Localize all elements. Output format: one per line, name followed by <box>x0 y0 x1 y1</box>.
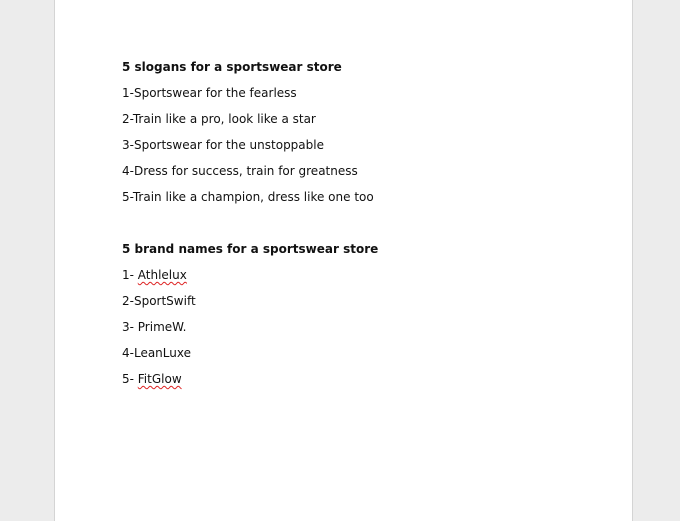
slogan-item: 3-Sportswear for the unstoppable <box>122 138 324 152</box>
brand-name-text: 3- PrimeW. <box>122 320 187 334</box>
slogan-item: 2-Train like a pro, look like a star <box>122 112 316 126</box>
slogan-item: 1-Sportswear for the fearless <box>122 86 297 100</box>
brand-name-text: 4-LeanLuxe <box>122 346 191 360</box>
brand-name-prefix: 1- <box>122 268 138 282</box>
brand-name-item <box>122 265 378 291</box>
spelling-error-word[interactable]: FitGlow <box>137 372 182 386</box>
brand-name-item <box>122 317 378 343</box>
document-body[interactable] <box>122 57 378 395</box>
document-page <box>54 0 633 521</box>
slogan-item: 5-Train like a champion, dress like one too <box>122 190 374 204</box>
slogans-heading: 5 slogans for a sportswear store <box>122 60 342 74</box>
paragraph-gap <box>122 213 378 239</box>
brand-name-prefix: 5- <box>122 372 138 386</box>
brand-name-item <box>122 291 378 317</box>
brand-name-text: 2-SportSwift <box>122 294 196 308</box>
slogan-item: 4-Dress for success, train for greatness <box>122 164 358 178</box>
brand-name-item <box>122 369 378 395</box>
brand-name-item <box>122 343 378 369</box>
brand-names-heading: 5 brand names for a sportswear store <box>122 242 379 256</box>
spelling-error-word[interactable]: Athlelux <box>137 268 187 282</box>
